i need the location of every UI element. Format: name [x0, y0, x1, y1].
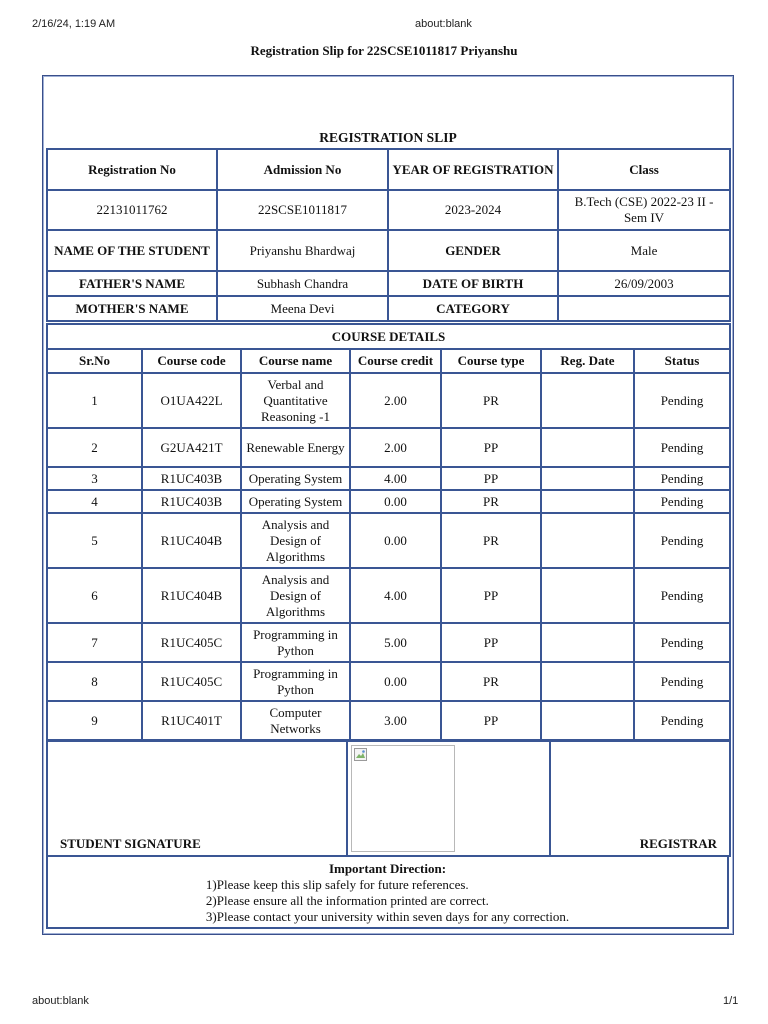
cell-course-code: R1UC404B — [142, 513, 241, 568]
student-photo — [351, 745, 455, 852]
registrar-label: REGISTRAR — [550, 741, 730, 856]
cell-course-type: PR — [441, 662, 541, 701]
cell-course-code: R1UC403B — [142, 490, 241, 513]
category-label: CATEGORY — [388, 296, 558, 321]
cell-status: Pending — [634, 568, 730, 623]
class-value: B.Tech (CSE) 2022-23 II - Sem IV — [558, 190, 730, 230]
cell-course-name: Programming in Python — [241, 662, 350, 701]
cell-course-credit: 4.00 — [350, 467, 441, 490]
cell-course-name: Analysis and Design of Algorithms — [241, 513, 350, 568]
direction-lines — [206, 877, 569, 925]
table-row — [47, 662, 730, 701]
cell-sr-no: 6 — [47, 568, 142, 623]
cell-course-code: R1UC405C — [142, 623, 241, 662]
cell-course-name: Computer Networks — [241, 701, 350, 740]
mother-name-value: Meena Devi — [217, 296, 388, 321]
course-details-table — [46, 323, 731, 741]
cell-reg-date — [541, 467, 634, 490]
table-row — [47, 467, 730, 490]
cell-sr-no: 2 — [47, 428, 142, 467]
cell-course-credit: 2.00 — [350, 373, 441, 428]
cell-status: Pending — [634, 662, 730, 701]
cell-course-name: Operating System — [241, 467, 350, 490]
cell-reg-date — [541, 513, 634, 568]
cell-sr-no: 5 — [47, 513, 142, 568]
gender-value: Male — [558, 230, 730, 271]
cell-course-name: Analysis and Design of Algorithms — [241, 568, 350, 623]
print-header-url: about:blank — [415, 18, 472, 30]
cell-reg-date — [541, 623, 634, 662]
gender-label: GENDER — [388, 230, 558, 271]
student-signature-label: STUDENT SIGNATURE — [47, 741, 347, 856]
cell-reg-date — [541, 701, 634, 740]
table-row — [47, 428, 730, 467]
cell-course-code: R1UC405C — [142, 662, 241, 701]
father-name-value: Subhash Chandra — [217, 271, 388, 296]
col-header-course-credit: Course credit — [350, 349, 441, 373]
print-footer-url: about:blank — [32, 995, 89, 1007]
cell-course-type: PR — [441, 373, 541, 428]
cell-course-type: PR — [441, 513, 541, 568]
cell-sr-no: 1 — [47, 373, 142, 428]
admission-no-label: Admission No — [217, 149, 388, 190]
cell-course-type: PP — [441, 428, 541, 467]
print-datetime: 2/16/24, 1:19 AM — [32, 18, 116, 30]
cell-status: Pending — [634, 701, 730, 740]
registration-no-value: 22131011762 — [47, 190, 217, 230]
important-direction-title: Important Direction: — [328, 861, 447, 876]
important-direction-cell — [47, 856, 728, 928]
cell-course-credit: 3.00 — [350, 701, 441, 740]
dob-value: 26/09/2003 — [558, 271, 730, 296]
cell-reg-date — [541, 490, 634, 513]
cell-sr-no: 3 — [47, 467, 142, 490]
table-row — [47, 568, 730, 623]
year-of-registration-value: 2023-2024 — [388, 190, 558, 230]
cell-course-name: Verbal and Quantitative Reasoning -1 — [241, 373, 350, 428]
col-header-course-code: Course code — [142, 349, 241, 373]
cell-sr-no: 8 — [47, 662, 142, 701]
mother-name-label: MOTHER'S NAME — [47, 296, 217, 321]
table-row — [47, 373, 730, 428]
cell-course-credit: 0.00 — [350, 490, 441, 513]
admission-no-value: 22SCSE1011817 — [217, 190, 388, 230]
cell-course-type: PR — [441, 490, 541, 513]
student-name-label: NAME OF THE STUDENT — [47, 230, 217, 271]
col-header-course-type: Course type — [441, 349, 541, 373]
document-title: Registration Slip for 22SCSE1011817 Priyanshu — [250, 43, 518, 58]
cell-status: Pending — [634, 490, 730, 513]
col-header-reg-date: Reg. Date — [541, 349, 634, 373]
cell-sr-no: 4 — [47, 490, 142, 513]
cell-course-credit: 2.00 — [350, 428, 441, 467]
cell-course-code: R1UC401T — [142, 701, 241, 740]
important-direction-table — [46, 855, 729, 929]
year-of-registration-label: YEAR OF REGISTRATION — [388, 149, 558, 190]
cell-course-name: Operating System — [241, 490, 350, 513]
cell-sr-no: 9 — [47, 701, 142, 740]
direction-line: 1)Please keep this slip safely for future references. — [205, 877, 469, 892]
cell-reg-date — [541, 662, 634, 701]
registration-no-label: Registration No — [47, 149, 217, 190]
signature-table — [46, 740, 731, 857]
cell-status: Pending — [634, 428, 730, 467]
cell-course-credit: 5.00 — [350, 623, 441, 662]
direction-line: 3)Please contact your university within seven days for any correction. — [205, 909, 570, 924]
cell-course-type: PP — [441, 623, 541, 662]
class-label: Class — [558, 149, 730, 190]
cell-reg-date — [541, 373, 634, 428]
cell-status: Pending — [634, 623, 730, 662]
dob-label: DATE OF BIRTH — [388, 271, 558, 296]
father-name-label: FATHER'S NAME — [47, 271, 217, 296]
broken-image-icon — [354, 748, 368, 762]
category-value — [558, 296, 730, 321]
table-row — [47, 701, 730, 740]
cell-status: Pending — [634, 513, 730, 568]
course-details-title: COURSE DETAILS — [47, 324, 730, 349]
student-name-value: Priyanshu Bhardwaj — [217, 230, 388, 271]
cell-sr-no: 7 — [47, 623, 142, 662]
cell-course-code: G2UA421T — [142, 428, 241, 467]
cell-course-type: PP — [441, 467, 541, 490]
table-row — [47, 513, 730, 568]
cell-course-code: R1UC403B — [142, 467, 241, 490]
col-header-status: Status — [634, 349, 730, 373]
direction-line: 2)Please ensure all the information printed are correct. — [205, 893, 489, 908]
cell-status: Pending — [634, 467, 730, 490]
cell-course-name: Programming in Python — [241, 623, 350, 662]
cell-status: Pending — [634, 373, 730, 428]
cell-course-type: PP — [441, 568, 541, 623]
cell-reg-date — [541, 568, 634, 623]
student-photo-cell — [347, 741, 550, 856]
cell-course-type: PP — [441, 701, 541, 740]
cell-course-credit: 0.00 — [350, 513, 441, 568]
cell-course-code: R1UC404B — [142, 568, 241, 623]
col-header-sr-no: Sr.No — [47, 349, 142, 373]
slip-title: REGISTRATION SLIP — [319, 130, 457, 145]
page-number: 1/1 — [723, 995, 739, 1007]
cell-course-credit: 4.00 — [350, 568, 441, 623]
table-row — [47, 623, 730, 662]
cell-course-name: Renewable Energy — [241, 428, 350, 467]
student-info-table — [46, 148, 731, 322]
col-header-course-name: Course name — [241, 349, 350, 373]
cell-course-credit: 0.00 — [350, 662, 441, 701]
cell-reg-date — [541, 428, 634, 467]
cell-course-code: O1UA422L — [142, 373, 241, 428]
table-row — [47, 490, 730, 513]
